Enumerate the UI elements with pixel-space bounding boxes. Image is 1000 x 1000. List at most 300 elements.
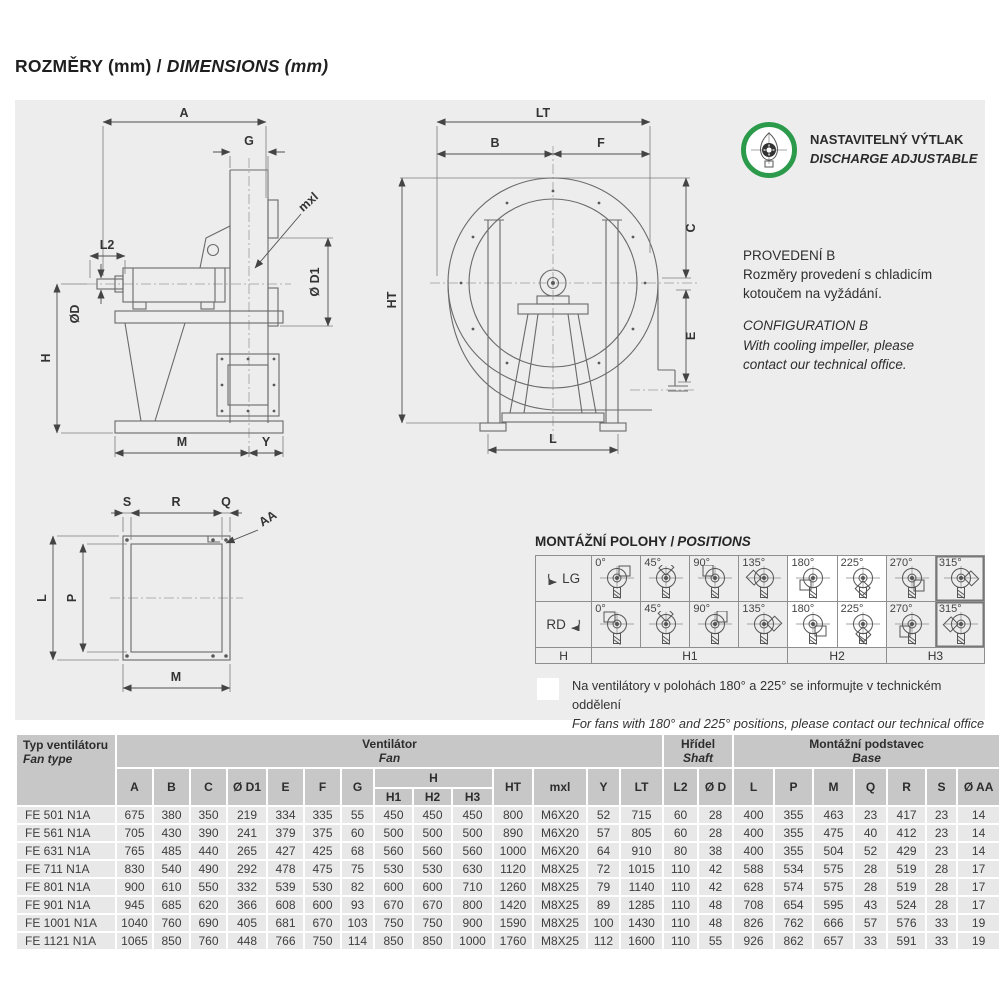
col-header-L2: L2 [664, 769, 697, 805]
group-header-base: Montážní podstavec Base [734, 735, 999, 767]
value-cell: 690 [191, 915, 226, 931]
value-cell: M6X20 [534, 807, 586, 823]
angle-label: 225° [840, 603, 864, 615]
height-code-h: H [536, 648, 592, 664]
config-cz-title: PROVEDENÍ B [743, 248, 836, 263]
configuration-note [743, 246, 932, 374]
angle-label: 0° [595, 557, 606, 569]
value-cell: 355 [775, 807, 812, 823]
value-cell: 55 [342, 807, 373, 823]
positions-table [535, 555, 985, 664]
value-cell: 766 [268, 933, 303, 949]
value-cell: 800 [453, 897, 492, 913]
value-cell: 654 [775, 897, 812, 913]
col-header-C: C [191, 769, 226, 805]
position-cell [837, 556, 886, 602]
value-cell: 1420 [494, 897, 532, 913]
col-header-H3: H3 [453, 789, 492, 805]
diagram-panel [15, 100, 985, 732]
value-cell: 708 [734, 897, 773, 913]
angle-label: 315° [938, 557, 962, 569]
value-cell: 830 [117, 861, 152, 877]
angle-label: 45° [644, 557, 661, 569]
height-code-h1: H1 [592, 648, 788, 664]
dim-label-D1: Ø D1 [308, 267, 322, 297]
discharge-adjustable-badge [741, 122, 978, 178]
value-cell: 103 [342, 915, 373, 931]
col-header-D: Ø D [699, 769, 732, 805]
dim-label-L: L [549, 432, 557, 446]
value-cell: 265 [228, 843, 266, 859]
value-cell: 334 [268, 807, 303, 823]
dim-label-G: G [244, 134, 254, 148]
value-cell: 576 [888, 915, 925, 931]
value-cell: 33 [855, 933, 886, 949]
value-cell: 910 [621, 843, 662, 859]
table-row [17, 807, 999, 823]
fan-orientation-icon [941, 565, 981, 601]
value-cell: 440 [191, 843, 226, 859]
value-cell: 1000 [453, 933, 492, 949]
dim-label-F: F [597, 136, 605, 150]
value-cell: 379 [268, 825, 303, 841]
value-cell: 429 [888, 843, 925, 859]
config-cz-line: Rozměry provedení s chladicím [743, 267, 933, 283]
dim-label-A: A [179, 106, 189, 120]
fan-type-cell: FE 631 N1A [17, 843, 115, 859]
front-view-diagram [385, 106, 720, 478]
value-cell: 48 [699, 915, 732, 931]
fan-type-header: Typ ventilátoru Fan type [17, 735, 115, 805]
value-cell: 33 [927, 915, 956, 931]
value-cell: 670 [305, 915, 340, 931]
value-cell: 800 [494, 807, 532, 823]
dim-label-C: C [684, 223, 698, 233]
value-cell: 560 [375, 843, 412, 859]
value-cell: 600 [375, 879, 412, 895]
fan-orientation-icon [793, 565, 833, 601]
dim-label-L2: L2 [99, 238, 115, 252]
value-cell: 79 [588, 879, 619, 895]
value-cell: 575 [814, 861, 853, 877]
fan-orientation-icon [744, 611, 784, 647]
value-cell: 475 [814, 825, 853, 841]
value-cell: 52 [855, 843, 886, 859]
table-row [17, 915, 999, 931]
position-cell [690, 602, 739, 648]
value-cell: 705 [117, 825, 152, 841]
value-cell: 57 [588, 825, 619, 841]
dim-label-HT: HT [385, 291, 399, 309]
value-cell: 28 [855, 861, 886, 877]
col-header-S: S [927, 769, 956, 805]
value-cell: 28 [855, 879, 886, 895]
rotation-arrow-icon [567, 618, 582, 631]
fan-orientation-icon [744, 565, 784, 601]
fan-orientation-icon [843, 565, 883, 601]
angle-label: 315° [938, 603, 962, 615]
value-cell: 57 [855, 915, 886, 931]
value-cell: 110 [664, 933, 697, 949]
table-row [17, 897, 999, 913]
value-cell: 430 [154, 825, 189, 841]
value-cell: 1015 [621, 861, 662, 877]
dim-label-S: S [122, 495, 132, 509]
value-cell: 600 [414, 879, 451, 895]
dim-label-E: E [684, 331, 698, 341]
dim-label-Q: Q [221, 495, 231, 509]
value-cell: 524 [888, 897, 925, 913]
position-cell [788, 556, 837, 602]
col-header-F: F [305, 769, 340, 805]
value-cell: 560 [414, 843, 451, 859]
value-cell: 17 [958, 879, 999, 895]
value-cell: 1000 [494, 843, 532, 859]
value-cell: 666 [814, 915, 853, 931]
value-cell: 500 [414, 825, 451, 841]
note-en: For fans with 180° and 225° positions, please contact our technical office [572, 716, 985, 732]
page-title-en: DIMENSIONS (mm) [166, 56, 329, 76]
value-cell: 14 [958, 807, 999, 823]
angle-label: 135° [742, 557, 766, 569]
value-cell: 530 [375, 861, 412, 877]
dim-label-base-L: L [35, 594, 49, 602]
value-cell: 826 [734, 915, 773, 931]
value-cell: 355 [775, 843, 812, 859]
table-row [17, 843, 999, 859]
dim-label-LT: LT [535, 106, 551, 120]
fan-orientation-icon [941, 611, 981, 647]
config-en-line: With cooling impeller, please [743, 337, 914, 353]
value-cell: 519 [888, 861, 925, 877]
value-cell: 23 [927, 807, 956, 823]
table-row [17, 825, 999, 841]
value-cell: 400 [734, 825, 773, 841]
dim-label-H: H [39, 353, 53, 363]
value-cell: 890 [494, 825, 532, 841]
value-cell: 28 [927, 861, 956, 877]
config-en-line: contact our technical office. [743, 356, 907, 372]
angle-label: 270° [889, 557, 913, 569]
value-cell: 448 [228, 933, 266, 949]
value-cell: 366 [228, 897, 266, 913]
value-cell: 110 [664, 915, 697, 931]
position-cell [886, 556, 935, 602]
value-cell: M8X25 [534, 915, 586, 931]
value-cell: 534 [775, 861, 812, 877]
position-row-label: RD [536, 602, 592, 648]
value-cell: 219 [228, 807, 266, 823]
value-cell: 519 [888, 879, 925, 895]
value-cell: 657 [814, 933, 853, 949]
value-cell: 14 [958, 843, 999, 859]
col-header-G: G [342, 769, 373, 805]
value-cell: 530 [305, 879, 340, 895]
dim-label-M: M [176, 435, 188, 449]
value-cell: 760 [191, 933, 226, 949]
dim-label-base-M: M [170, 670, 182, 684]
fan-type-cell: FE 711 N1A [17, 861, 115, 877]
value-cell: 900 [117, 879, 152, 895]
table-row [17, 879, 999, 895]
col-header-H2: H2 [414, 789, 451, 805]
value-cell: 80 [664, 843, 697, 859]
value-cell: 425 [305, 843, 340, 859]
adjustable-discharge-icon [741, 122, 797, 178]
value-cell: 64 [588, 843, 619, 859]
value-cell: 1065 [117, 933, 152, 949]
value-cell: 765 [117, 843, 152, 859]
value-cell: 33 [927, 933, 956, 949]
value-cell: 60 [664, 807, 697, 823]
position-cell [935, 602, 984, 648]
value-cell: 1120 [494, 861, 532, 877]
value-cell: 710 [453, 879, 492, 895]
height-code-h2: H2 [788, 648, 886, 664]
value-cell: 89 [588, 897, 619, 913]
value-cell: 750 [375, 915, 412, 931]
value-cell: 900 [453, 915, 492, 931]
col-header-Q: Q [855, 769, 886, 805]
value-cell: 40 [855, 825, 886, 841]
value-cell: 60 [342, 825, 373, 841]
fan-type-cell: FE 801 N1A [17, 879, 115, 895]
position-cell [641, 556, 690, 602]
value-cell: 620 [191, 897, 226, 913]
page-title: ROZMĚRY (mm) / DIMENSIONS (mm) [15, 56, 329, 76]
value-cell: 610 [154, 879, 189, 895]
value-cell: 23 [927, 843, 956, 859]
fan-orientation-icon [793, 611, 833, 647]
value-cell: 1285 [621, 897, 662, 913]
value-cell: 82 [342, 879, 373, 895]
fan-orientation-icon [892, 611, 932, 647]
fan-orientation-icon [597, 611, 637, 647]
col-header-D1: Ø D1 [228, 769, 266, 805]
highlight-legend-swatch [537, 678, 559, 700]
value-cell: M6X20 [534, 825, 586, 841]
value-cell: 588 [734, 861, 773, 877]
dimensions-table [15, 733, 1000, 951]
col-header-B: B [154, 769, 189, 805]
value-cell: 539 [268, 879, 303, 895]
value-cell: M8X25 [534, 897, 586, 913]
value-cell: 400 [734, 807, 773, 823]
fan-type-cell: FE 1001 N1A [17, 915, 115, 931]
value-cell: 1040 [117, 915, 152, 931]
value-cell: 427 [268, 843, 303, 859]
value-cell: 862 [775, 933, 812, 949]
value-cell: 112 [588, 933, 619, 949]
value-cell: 17 [958, 861, 999, 877]
position-cell [592, 602, 641, 648]
fan-type-cell: FE 901 N1A [17, 897, 115, 913]
value-cell: 110 [664, 861, 697, 877]
value-cell: 14 [958, 825, 999, 841]
group-header-fan: Ventilátor Fan [117, 735, 662, 767]
fan-orientation-icon [597, 565, 637, 601]
fan-orientation-icon [646, 611, 686, 647]
value-cell: 504 [814, 843, 853, 859]
value-cell: 335 [305, 807, 340, 823]
position-cell [886, 602, 935, 648]
value-cell: 595 [814, 897, 853, 913]
fan-orientation-icon [695, 611, 735, 647]
position-cell [592, 556, 641, 602]
value-cell: 52 [588, 807, 619, 823]
value-cell: 530 [414, 861, 451, 877]
dim-label-R: R [171, 495, 181, 509]
dim-label-mxl: mxl [295, 189, 322, 215]
value-cell: 485 [154, 843, 189, 859]
col-header-E: E [268, 769, 303, 805]
value-cell: 450 [375, 807, 412, 823]
col-header-Y: Y [588, 769, 619, 805]
value-cell: 450 [453, 807, 492, 823]
angle-label: 135° [742, 603, 766, 615]
value-cell: 475 [305, 861, 340, 877]
value-cell: 750 [305, 933, 340, 949]
positions-row [536, 602, 985, 648]
value-cell: 417 [888, 807, 925, 823]
height-code-row [536, 648, 985, 664]
value-cell: 1760 [494, 933, 532, 949]
angle-label: 180° [791, 603, 815, 615]
dim-label-Y: Y [261, 435, 271, 449]
value-cell: 390 [191, 825, 226, 841]
dim-table-body [17, 807, 999, 949]
col-header-H-group: H [375, 769, 492, 787]
value-cell: 675 [117, 807, 152, 823]
angle-label: 45° [644, 603, 661, 615]
value-cell: 28 [927, 879, 956, 895]
value-cell: M6X20 [534, 843, 586, 859]
col-header-M: M [814, 769, 853, 805]
value-cell: 55 [699, 933, 732, 949]
badge-label-en: DISCHARGE ADJUSTABLE [810, 151, 978, 166]
value-cell: 1600 [621, 933, 662, 949]
value-cell: 490 [191, 861, 226, 877]
height-code-h3: H3 [886, 648, 984, 664]
positions-body [536, 556, 985, 664]
col-header-AA: Ø AA [958, 769, 999, 805]
value-cell: 926 [734, 933, 773, 949]
position-cell [739, 556, 788, 602]
value-cell: 945 [117, 897, 152, 913]
badge-label-cz: NASTAVITELNÝ VÝTLAK [810, 132, 964, 148]
col-header-P: P [775, 769, 812, 805]
dim-label-P: P [65, 593, 79, 603]
col-header-L: L [734, 769, 773, 805]
config-en-title: CONFIGURATION B [743, 318, 869, 334]
positions-title: MONTÁŽNÍ POLOHY / POSITIONS [535, 534, 751, 549]
value-cell: 43 [855, 897, 886, 913]
value-cell: 412 [888, 825, 925, 841]
col-header-R: R [888, 769, 925, 805]
value-cell: 241 [228, 825, 266, 841]
rotation-arrow-icon [546, 572, 561, 585]
value-cell: 762 [775, 915, 812, 931]
value-cell: 17 [958, 897, 999, 913]
fan-orientation-icon [695, 565, 735, 601]
dim-label-D: ØD [68, 304, 82, 324]
value-cell: 715 [621, 807, 662, 823]
angle-label: 90° [693, 603, 711, 615]
value-cell: 805 [621, 825, 662, 841]
angle-label: 270° [889, 603, 913, 615]
value-cell: 380 [154, 807, 189, 823]
value-cell: 540 [154, 861, 189, 877]
fan-orientation-icon [892, 565, 932, 601]
angle-label: 90° [693, 557, 711, 569]
value-cell: 19 [958, 933, 999, 949]
value-cell: 560 [453, 843, 492, 859]
positions-note [537, 676, 985, 734]
value-cell: 575 [814, 879, 853, 895]
value-cell: 100 [588, 915, 619, 931]
value-cell: 574 [775, 879, 812, 895]
value-cell: 600 [305, 897, 340, 913]
value-cell: 405 [228, 915, 266, 931]
value-cell: M8X25 [534, 933, 586, 949]
value-cell: 681 [268, 915, 303, 931]
group-header-shaft: Hřídel Shaft [664, 735, 732, 767]
angle-label: 0° [595, 603, 606, 615]
value-cell: 1590 [494, 915, 532, 931]
value-cell: 332 [228, 879, 266, 895]
value-cell: 670 [414, 897, 451, 913]
value-cell: 110 [664, 897, 697, 913]
value-cell: 38 [699, 843, 732, 859]
value-cell: 608 [268, 897, 303, 913]
value-cell: 355 [775, 825, 812, 841]
col-header-LT: LT [621, 769, 662, 805]
angle-label: 225° [840, 557, 864, 569]
value-cell: 500 [453, 825, 492, 841]
fan-type-cell: FE 501 N1A [17, 807, 115, 823]
side-view-diagram [39, 106, 373, 478]
value-cell: 1260 [494, 879, 532, 895]
col-header-H1: H1 [375, 789, 412, 805]
value-cell: 450 [414, 807, 451, 823]
value-cell: 28 [927, 897, 956, 913]
dim-label-AA: AA [256, 507, 280, 530]
value-cell: 19 [958, 915, 999, 931]
value-cell: 350 [191, 807, 226, 823]
value-cell: 375 [305, 825, 340, 841]
position-cell [935, 556, 984, 602]
value-cell: 114 [342, 933, 373, 949]
dim-label-B: B [490, 136, 500, 150]
value-cell: 28 [699, 825, 732, 841]
fan-type-cell: FE 561 N1A [17, 825, 115, 841]
position-cell [739, 602, 788, 648]
value-cell: 400 [734, 843, 773, 859]
value-cell: 23 [927, 825, 956, 841]
value-cell: 72 [588, 861, 619, 877]
value-cell: 628 [734, 879, 773, 895]
fan-orientation-icon [843, 611, 883, 647]
value-cell: 500 [375, 825, 412, 841]
value-cell: M8X25 [534, 861, 586, 877]
position-row-label: LG [536, 556, 592, 602]
table-row [17, 861, 999, 877]
value-cell: 850 [154, 933, 189, 949]
value-cell: 685 [154, 897, 189, 913]
value-cell: 1140 [621, 879, 662, 895]
value-cell: 850 [375, 933, 412, 949]
value-cell: 463 [814, 807, 853, 823]
